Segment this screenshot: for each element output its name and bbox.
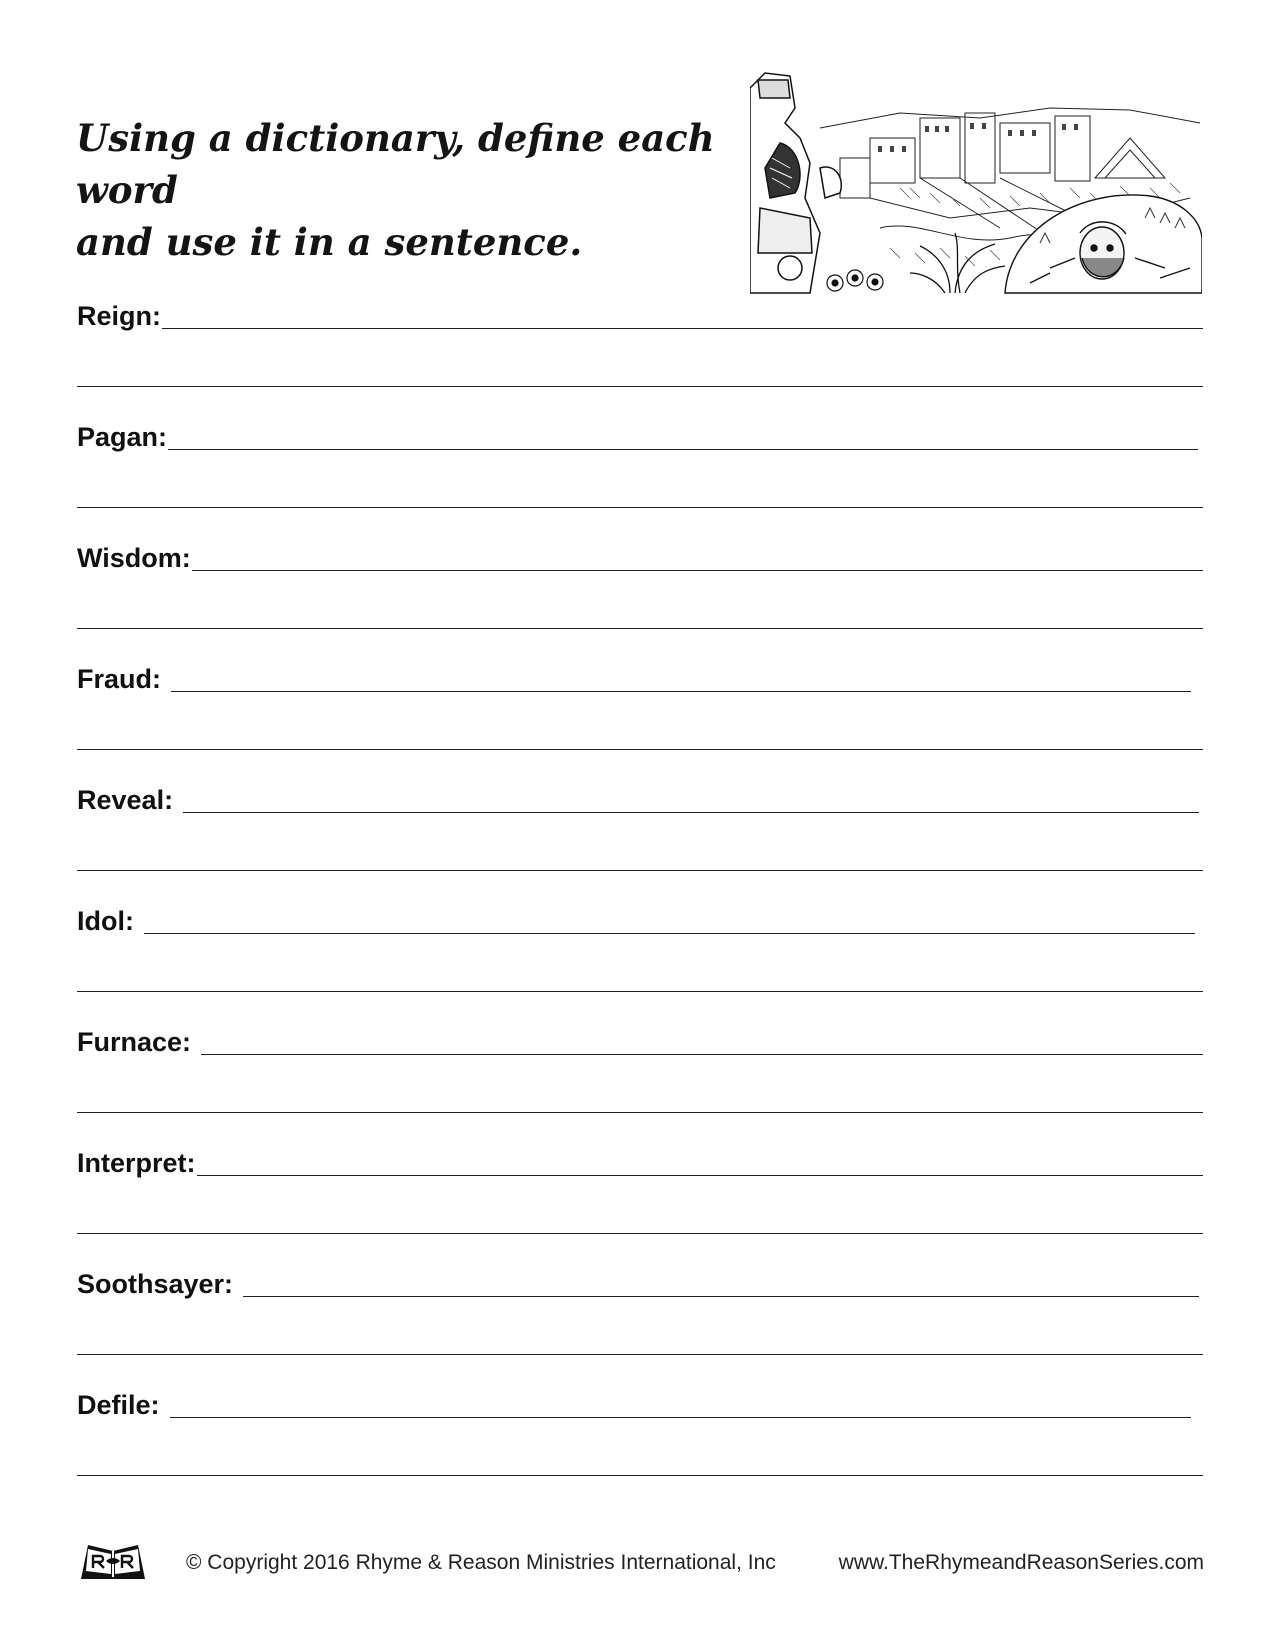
vocab-entry[interactable] — [77, 779, 1203, 839]
page-footer — [78, 1537, 1204, 1587]
vocab-entry[interactable] — [77, 1021, 1203, 1081]
vocab-word: Reveal: — [77, 785, 174, 815]
instructions-line-1: Using a dictionary, define each word — [76, 116, 715, 212]
vocab-word: Idol: — [77, 906, 134, 936]
definition-line[interactable] — [171, 691, 1191, 692]
copyright-text: © Copyright 2016 Rhyme & Reason Ministries International, Inc — [186, 1551, 776, 1574]
definition-line[interactable] — [201, 1054, 1203, 1055]
vocab-entry[interactable] — [77, 537, 1203, 597]
vocab-entry[interactable] — [77, 416, 1203, 476]
definition-line[interactable] — [183, 812, 1199, 813]
sentence-line[interactable] — [77, 386, 1203, 387]
definition-line[interactable] — [197, 1175, 1203, 1176]
definition-line[interactable] — [243, 1296, 1199, 1297]
website-link[interactable]: www.TheRhymeandReasonSeries.com — [838, 1551, 1204, 1574]
vocab-word: Pagan: — [77, 422, 168, 452]
sentence-line[interactable] — [77, 1233, 1203, 1234]
vocab-word: Soothsayer: — [77, 1269, 234, 1299]
sentence-line[interactable] — [77, 628, 1203, 629]
definition-line[interactable] — [168, 449, 1198, 450]
vocab-word: Interpret: — [77, 1148, 196, 1178]
vocab-entry[interactable] — [77, 900, 1203, 960]
sentence-line[interactable] — [77, 870, 1203, 871]
vocab-word: Fraud: — [77, 664, 161, 694]
vocab-entry[interactable] — [77, 1142, 1203, 1202]
vocab-word: Furnace: — [77, 1027, 192, 1057]
sentence-line[interactable] — [77, 1475, 1203, 1476]
definition-line[interactable] — [192, 570, 1203, 571]
sentence-line[interactable] — [77, 991, 1203, 992]
sentence-line[interactable] — [77, 1112, 1203, 1113]
vocab-entry[interactable] — [77, 658, 1203, 718]
sentence-line[interactable] — [77, 507, 1203, 508]
definition-line[interactable] — [144, 933, 1195, 934]
vocab-word: Defile: — [77, 1390, 160, 1420]
vocab-entry[interactable] — [77, 1384, 1203, 1444]
vocab-word: Wisdom: — [77, 543, 191, 573]
vocab-entry[interactable] — [77, 295, 1203, 355]
definition-line[interactable] — [170, 1417, 1191, 1418]
sentence-line[interactable] — [77, 749, 1203, 750]
vocab-word: Reign: — [77, 301, 161, 331]
definition-line[interactable] — [162, 328, 1203, 329]
sentence-line[interactable] — [77, 1354, 1203, 1355]
vocab-entry[interactable] — [77, 1263, 1203, 1323]
rhyme-and-reason-logo — [78, 1537, 148, 1583]
instructions-line-2: and use it in a sentence. — [76, 220, 583, 264]
